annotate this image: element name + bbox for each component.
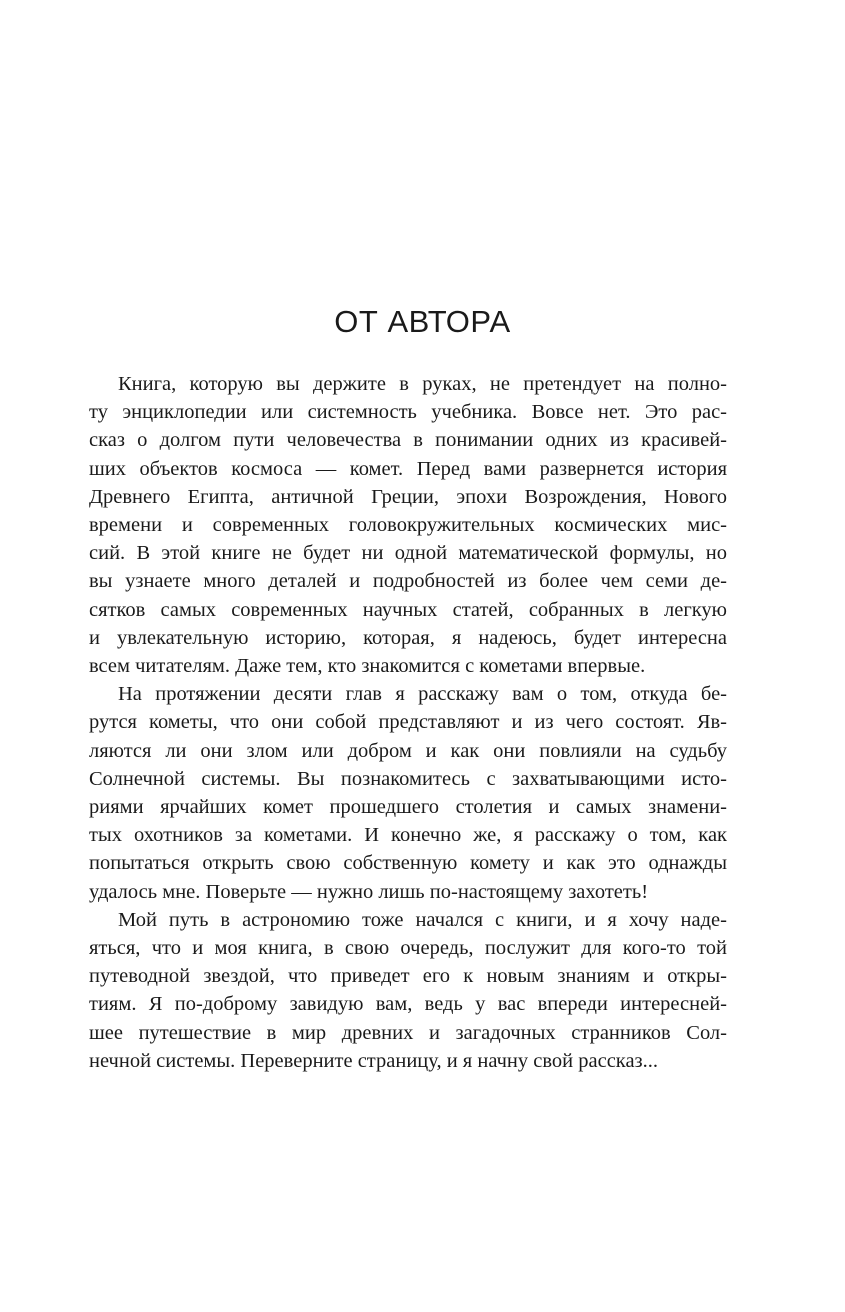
- text-line: Солнечной системы. Вы познакомитесь с захватывающими исто-: [89, 767, 727, 790]
- text-line: путеводной звездой, что приведет его к новым знаниям и откры-: [89, 965, 727, 988]
- text-line: Мой путь в астрономию тоже начался с книги, и я хочу наде-: [118, 908, 727, 931]
- text-line: тых охотников за кометами. И конечно же, я расскажу о том, как: [89, 824, 727, 847]
- text-line: удалось мне. Поверьте — нужно лишь по-настоящему захотеть!: [89, 880, 649, 903]
- text-line: нечной системы. Переверните страницу, и я начну свой рассказ...: [89, 1049, 659, 1072]
- page-title: ОТ АВТОРА: [334, 304, 511, 339]
- paragraph: [89, 370, 727, 680]
- text-line: тиям. Я по-доброму завидую вам, ведь у вас впереди интересней-: [89, 993, 727, 1016]
- text-line: сказ о долгом пути человечества в понимании одних из красивей-: [89, 429, 727, 452]
- body-text: [89, 370, 727, 1075]
- text-line: сий. В этой книге не будет ни одной математической формулы, но: [89, 542, 727, 565]
- text-line: рутся кометы, что они собой представляют и из чего состоят. Яв-: [89, 711, 727, 734]
- text-line: ту энциклопедии или системность учебника. Вовсе нет. Это рас-: [89, 401, 727, 424]
- text-line: вы узнаете много деталей и подробностей из более чем семи де-: [89, 570, 727, 593]
- text-line: сятков самых современных научных статей, собранных в легкую: [89, 598, 727, 621]
- text-line: Древнего Египта, античной Греции, эпохи Возрождения, Нового: [89, 485, 727, 508]
- text-line: Книга, которую вы держите в руках, не претендует на полно-: [118, 373, 727, 395]
- text-line: шее путешествие в мир древних и загадочных странников Сол-: [89, 1021, 727, 1044]
- text-line: ших объектов космоса — комет. Перед вами развернется история: [89, 457, 727, 480]
- paragraph: [89, 680, 727, 906]
- text-line: всем читателям. Даже тем, кто знакомится с кометами впервые.: [89, 655, 646, 678]
- text-line: яться, что и моя книга, в свою очередь, послужит для кого-то той: [89, 937, 727, 960]
- text-line: На протяжении десяти глав я расскажу вам о том, откуда бе-: [118, 683, 727, 706]
- text-line: времени и современных головокружительных космических мис-: [89, 514, 727, 537]
- text-line: ляются ли они злом или добром и как они повлияли на судьбу: [89, 739, 727, 762]
- text-line: и увлекательную историю, которая, я надеюсь, будет интересна: [89, 626, 727, 649]
- text-line: риями ярчайших комет прошедшего столетия и самых знамени-: [89, 796, 727, 819]
- text-line: попытаться открыть свою собственную комету и как это однажды: [89, 852, 727, 875]
- paragraph: [89, 906, 727, 1075]
